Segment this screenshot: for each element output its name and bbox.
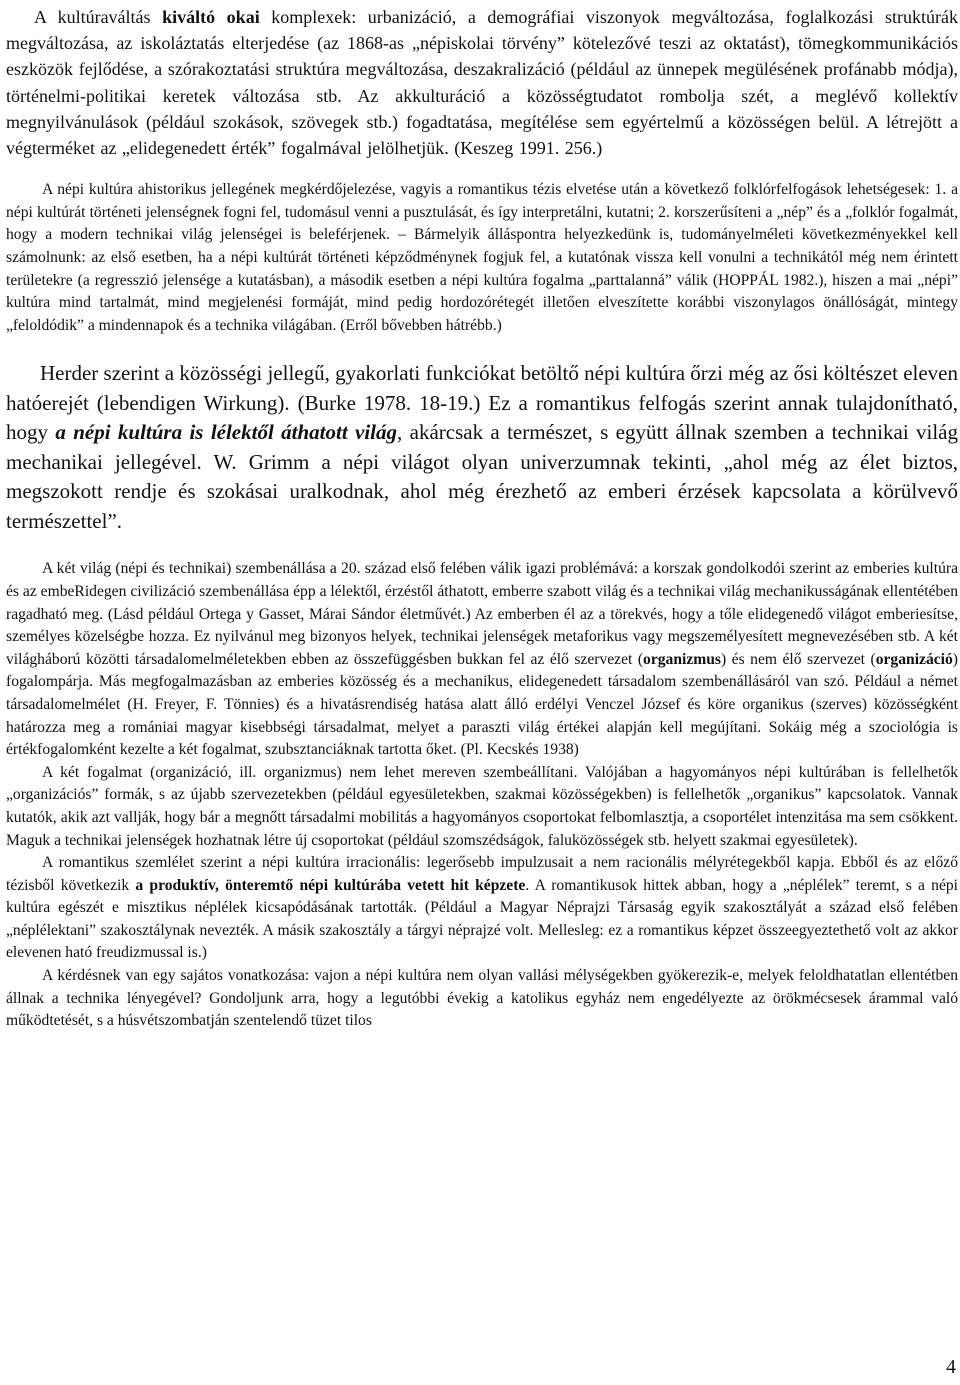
bold-phrase: kiváltó okai xyxy=(162,7,260,27)
paragraph-irrational: A romantikus szemlélet szerint a népi kultúra irracionális: legerősebb impulzusait a nem racionális mélyrétegekből kapja. Ebből és az előző tézisből következik a produktív, önteremtő népi kultúrába vetett hit képzete. A romantikusok hittek abban, hogy a „néplélek” teremt, s a népi kultúra egészét e misztikus néplélek kicsapódásának tartották. (Például a Magyar Néprajzi Társaság egyik szakosztályát a század első felében „néplélektani” szakosztálynak nevezték. A másik szakosztály a tárgyi néprajzé volt. Mellesleg: ez a romantikus képzet összeegyeztethető volt az akkor elevenen ható freudizmussal is.) xyxy=(6,854,959,962)
document-page xyxy=(6,4,958,1033)
bold-phrase-productive: a produktív, önteremtő népi kultúrába vetett hit képzete xyxy=(135,876,526,894)
page-number: 4 xyxy=(946,1356,956,1378)
paragraph-culture-change: A kultúraváltás kiváltó okai komplexek: urbanizáció, a demográfiai viszonyok megváltozása, foglalkozási struktúrák megváltozása, az iskoláztatás elterjedése (az 1868-as „népiskolai törvény” kötelezővé teszi az oktatást), tömegkommunikációs eszközök fejlődése, a szórakoztatási struktúra megváltozása, deszakralizáció (például az ünnepek megülésének profánabb módja), történelmi-politikai keretek változása stb. Az akkulturáció a közösségtudatot rombolja szét, a meglévő kollektív megnyilvánulások (például szokások, szövegek stb.) fogadtatása, megítélése sem egyértelmű a közösségen belül. A létrejött a végterméket az „elidegenedett érték” fogalmával jelölhetjük. (Keszeg 1991. 256.) xyxy=(6,7,958,159)
paragraph-two-worlds: A két világ (népi és technikai) szembenállása a 20. század első felében válik igazi problémává: a korszak gondolkodói szerint az emberies kultúra és az embeRidegen civilizáció szembenállása épp a lélektől, érzéstől áthatott, emberre szabott világ és a technikai világ mechanikusságának ellentétében ragadható meg. (Lásd például Ortega y Gasset, Márai Sándor életművét.) Az emberben él az a törekvés, hogy a tőle elidegenedő világot emberiesítse, személyes közelségbe hozza. Ez nyilvánul meg bizonyos helyek, technikai jelenségek metaforikus vagy megszemélyesített megnevezésében stb. A két világháború közötti társadalomelméletekben ebben az összefüggésben bukkan fel az élő szervezet (organizmus) és nem élő szervezet (organizáció) fogalompárja. Más megfogalmazásban az emberies közösség és a mechanikus, elidegenedett társadalom szembenállásáról van szó. Például a német társadalomelmélet (H. Freyer, F. Tönnies) és a hivatásrendiség hatása alatt álló erdélyi Venczel József és köre organikus (szerves) közösségként határozza meg a romániai magyar kisebbségi társadalmat, melyet a paraszti világ értékei alapján kell megújítani. Sokáig még a szociológia is értékfogalomként kezelte a két fogalmat, szubsztanciáknak tartotta őket. (Pl. Kecskés 1938) xyxy=(6,560,958,759)
paragraph-organization: A két fogalmat (organizáció, ill. organizmus) nem lehet mereven szembeállítani. Valójában a hagyományos népi kultúrában is fellelhetők „organizációs” formák, s az újabb szervezetekben (például egyesületekben, szakmai közösségekben) is fellelhetők „organikus” kapcsolatok. Vannak kutatók, akik azt vallják, hogy bár a megnőtt társadalmi mobilitás a hagyományos csoportokat felbomlasztja, a csoportélet intenzitása ma sem csökkent. Maguk a technikai jelenségek hozhatnak létre új csoportokat (például szomszédságok, faluközösségek stb. helyett szakmai egyesületek). xyxy=(6,763,958,849)
bold-italic-phrase: a népi kultúra is lélektől áthatott világ xyxy=(55,420,398,445)
bold-term-organizacio: organizáció xyxy=(875,650,953,668)
bold-term-organizmus: organizmus xyxy=(643,650,721,668)
paragraph-folklore-conceptions: A népi kultúra ahistorikus jellegének megkérdőjelezése, vagyis a romantikus tézis elvetése után a következő folklórfelfogások lehetségesek: 1. a népi kultúrát történeti jelenségnek fogni fel, tudomásul venni a pusztulását, és így interpretálni, kutatni; 2. korszerűsíteni a „nép” és a „folklór fogalmát, hogy a modern technikai világ jelenségei is beleférjenek. – Bármelyik álláspontra helyezkedünk is, tudományelméleti következményekkel kell számolnunk: az első esetben, ha a népi kultúrát történeti képződménynek fogjuk fel, a kutatónak vissza kell vonulni a technikától még nem érintett területekre (a regresszió jelensége a kutatásban), a második esetben a népi kultúra fogalma „parttalanná” válik (HOPPÁL 1982.), hiszen a mai „népi” kultúra mind tartalmát, mind megjelenési formáját, mind pedig hordozórétegét illetően elveszítette korábbi viszonylagos önállóságát, mintegy „feloldódik” a mindennapok és a technika világában. (Erről bővebben hátrébb.) xyxy=(6,181,958,334)
paragraph-herder: Herder szerint a közösségi jellegű, gyakorlati funkciókat betöltő népi kultúra őrzi még az ősi költészet eleven hatóerejét (lebendigen Wirkung). (Burke 1978. 18-19.) Ez a romantikus felfogás szerint annak tulajdonítható, hogy a népi kultúra is lélektől áthatott világ, akárcsak a természet, s együtt állnak szemben a technikai világ mechanikai jellegével. W. Grimm a népi világot olyan univerzumnak tekinti, „ahol még az élet biztos, megszokott rendje és szokásai uralkodnak, ahol még érezhető az emberi érzések kapcsolata a körülvevő természettel”. xyxy=(6,361,958,533)
paragraph-religious: A kérdésnek van egy sajátos vonatkozása: vajon a népi kultúra nem olyan vallási mélységekben gyökerezik-e, melyek feloldhatatlan ellentétben állnak a technika lényegével? Gondoljunk arra, hogy a legutóbbi évekig a katolikus egyház nem engedélyezte az örökmécsesek árammal való működtetését, s a húsvétszombatján szentelendő tüzet tilos xyxy=(6,967,958,1030)
